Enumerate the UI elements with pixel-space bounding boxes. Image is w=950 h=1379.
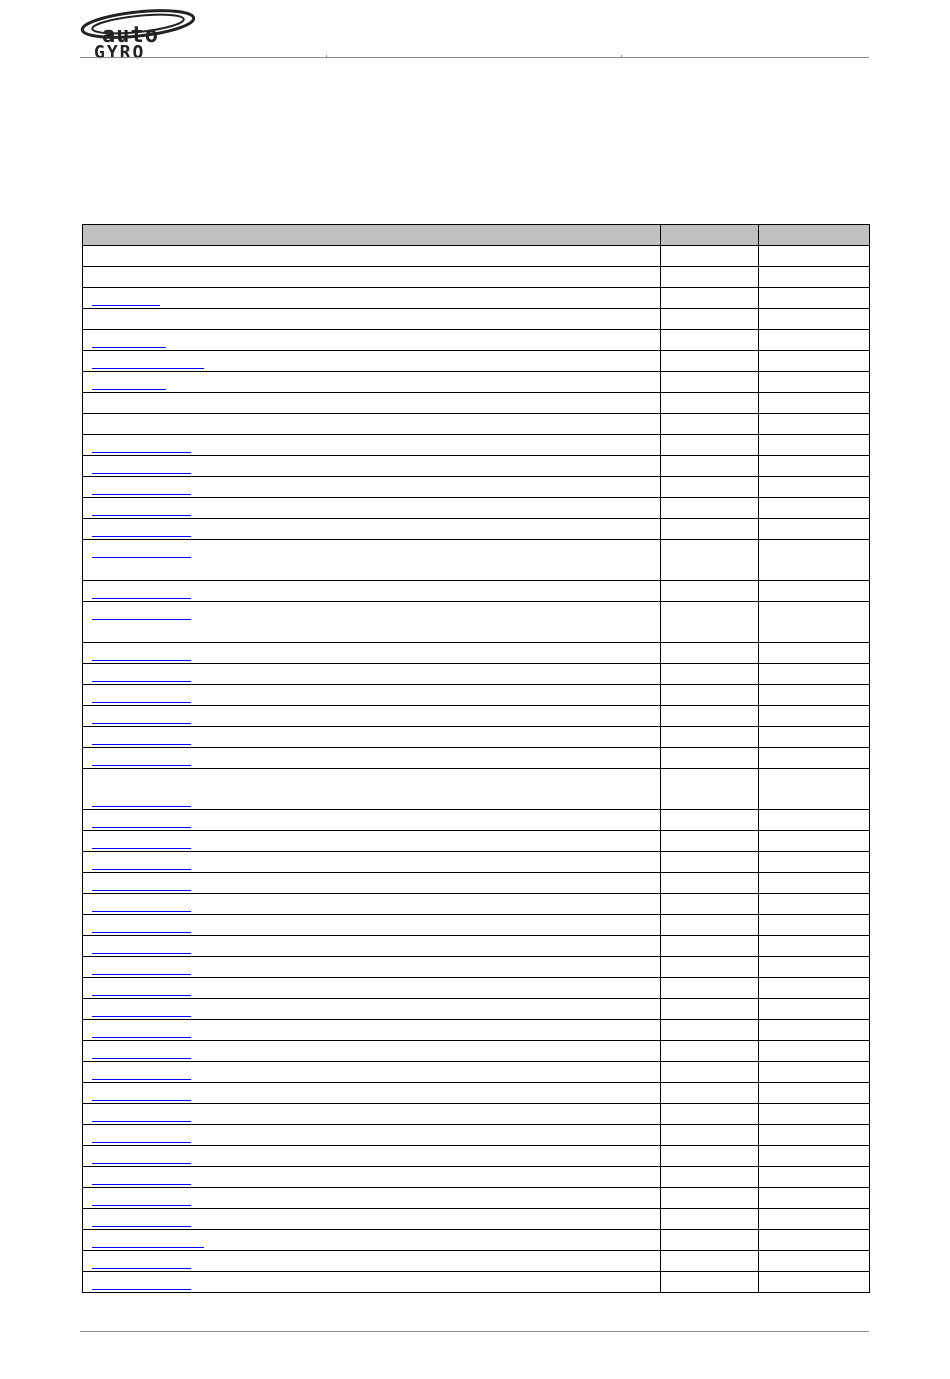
table-cell <box>661 1125 759 1146</box>
table-cell <box>661 1251 759 1272</box>
section-link[interactable] <box>92 890 191 891</box>
table-row <box>83 393 870 414</box>
table-cell <box>759 456 870 477</box>
table-cell <box>759 351 870 372</box>
table-cell <box>83 1083 661 1104</box>
table-row <box>83 288 870 309</box>
table-cell <box>83 1188 661 1209</box>
table-cell <box>83 664 661 685</box>
table-cell <box>759 936 870 957</box>
table-cell <box>661 1020 759 1041</box>
table-row <box>83 1272 870 1293</box>
table-cell <box>759 1125 870 1146</box>
table-cell <box>661 685 759 706</box>
table-cell <box>661 999 759 1020</box>
table-cell <box>83 769 661 810</box>
table-cell <box>759 706 870 727</box>
table-row <box>83 915 870 936</box>
section-link[interactable] <box>92 1289 191 1290</box>
header-tick <box>326 55 327 58</box>
table-cell <box>661 246 759 267</box>
table-cell <box>759 330 870 351</box>
table-row <box>83 351 870 372</box>
table-cell <box>759 999 870 1020</box>
table-cell <box>661 414 759 435</box>
section-link[interactable] <box>92 744 191 745</box>
section-link[interactable] <box>92 974 191 975</box>
section-link[interactable] <box>92 848 191 849</box>
section-link[interactable] <box>92 368 204 369</box>
table-row <box>83 309 870 330</box>
table-row <box>83 414 870 435</box>
section-link[interactable] <box>92 557 191 558</box>
table-cell <box>661 288 759 309</box>
table-cell <box>83 581 661 602</box>
table-cell <box>83 1041 661 1062</box>
table-row <box>83 873 870 894</box>
table-cell <box>83 915 661 936</box>
section-link[interactable] <box>92 494 191 495</box>
table-cell <box>83 1146 661 1167</box>
table-cell <box>759 978 870 999</box>
table-cell <box>661 748 759 769</box>
section-link[interactable] <box>92 702 191 703</box>
table-cell <box>661 267 759 288</box>
section-link[interactable] <box>92 515 191 516</box>
table-cell <box>661 393 759 414</box>
svg-text:auto: auto <box>102 23 159 48</box>
table-cell <box>83 309 661 330</box>
section-link[interactable] <box>92 1079 191 1080</box>
table-cell <box>83 540 661 581</box>
table-row <box>83 727 870 748</box>
table-cell <box>759 1104 870 1125</box>
column-header <box>759 225 870 246</box>
table-row <box>83 581 870 602</box>
table-cell <box>759 831 870 852</box>
table-cell <box>83 1230 661 1251</box>
table-cell <box>661 1146 759 1167</box>
table-cell <box>661 894 759 915</box>
section-link[interactable] <box>92 619 191 620</box>
table-row <box>83 1188 870 1209</box>
section-link[interactable] <box>92 389 166 390</box>
table-cell <box>83 1272 661 1293</box>
table-cell <box>661 602 759 643</box>
table-cell <box>661 581 759 602</box>
table-row <box>83 1125 870 1146</box>
table-row <box>83 852 870 873</box>
table-cell <box>759 288 870 309</box>
section-link[interactable] <box>92 473 191 474</box>
table-cell <box>83 873 661 894</box>
table-cell <box>83 330 661 351</box>
table-row <box>83 519 870 540</box>
table-cell <box>661 372 759 393</box>
section-link[interactable] <box>92 1268 191 1269</box>
table-cell <box>83 267 661 288</box>
table-row <box>83 769 870 810</box>
table-row <box>83 498 870 519</box>
table-cell <box>661 831 759 852</box>
table-cell <box>83 372 661 393</box>
table-cell <box>661 330 759 351</box>
table-cell <box>759 727 870 748</box>
table-cell <box>83 810 661 831</box>
section-link[interactable] <box>92 827 191 828</box>
section-link[interactable] <box>92 1016 191 1017</box>
section-link[interactable] <box>92 347 166 348</box>
table-row <box>83 1167 870 1188</box>
section-link[interactable] <box>92 660 191 661</box>
table-cell <box>661 1083 759 1104</box>
section-link[interactable] <box>92 806 191 807</box>
revision-table <box>82 224 870 1293</box>
table-row <box>83 1041 870 1062</box>
table-cell <box>759 1146 870 1167</box>
table-cell <box>661 915 759 936</box>
table-cell <box>83 498 661 519</box>
table-cell <box>759 414 870 435</box>
table-cell <box>661 1272 759 1293</box>
table-cell <box>661 1062 759 1083</box>
table-cell <box>661 498 759 519</box>
section-link[interactable] <box>92 953 191 954</box>
table-cell <box>661 769 759 810</box>
table-cell <box>83 643 661 664</box>
table-cell <box>759 1167 870 1188</box>
table-cell <box>759 1272 870 1293</box>
table-row <box>83 999 870 1020</box>
table-cell <box>661 664 759 685</box>
table-cell <box>661 477 759 498</box>
table-cell <box>759 267 870 288</box>
table-cell <box>759 1062 870 1083</box>
table-cell <box>759 810 870 831</box>
table-cell <box>759 581 870 602</box>
table-row <box>83 706 870 727</box>
section-link[interactable] <box>92 598 191 599</box>
section-link[interactable] <box>92 932 191 933</box>
table-cell <box>83 351 661 372</box>
header-rule <box>80 57 869 58</box>
table-cell <box>759 1209 870 1230</box>
section-link[interactable] <box>92 1163 191 1164</box>
table-cell <box>661 1104 759 1125</box>
table-row <box>83 643 870 664</box>
table-cell <box>759 873 870 894</box>
table-row <box>83 602 870 643</box>
table-row <box>83 540 870 581</box>
table-cell <box>759 915 870 936</box>
table-row <box>83 1020 870 1041</box>
table-cell <box>759 769 870 810</box>
table-row <box>83 936 870 957</box>
table-cell <box>83 1062 661 1083</box>
table-cell <box>759 1251 870 1272</box>
table-cell <box>661 936 759 957</box>
section-link[interactable] <box>92 1247 204 1248</box>
table-cell <box>83 936 661 957</box>
table-cell <box>759 957 870 978</box>
section-link[interactable] <box>92 1205 191 1206</box>
table-cell <box>759 519 870 540</box>
section-link[interactable] <box>92 1184 191 1185</box>
section-link[interactable] <box>92 1121 191 1122</box>
section-link[interactable] <box>92 911 191 912</box>
table-row <box>83 246 870 267</box>
table-cell <box>83 414 661 435</box>
table-header-row <box>83 225 870 246</box>
table-cell <box>759 748 870 769</box>
table-row <box>83 978 870 999</box>
table-cell <box>83 894 661 915</box>
table-cell <box>661 1188 759 1209</box>
section-link[interactable] <box>92 1226 191 1227</box>
table-cell <box>83 1251 661 1272</box>
table-cell <box>83 288 661 309</box>
table-row <box>83 1209 870 1230</box>
section-link[interactable] <box>92 1100 191 1101</box>
table-row <box>83 1251 870 1272</box>
table-row <box>83 435 870 456</box>
footer-rule <box>80 1331 869 1332</box>
table-cell <box>83 393 661 414</box>
table-cell <box>759 1230 870 1251</box>
table-cell <box>661 727 759 748</box>
table-cell <box>83 1020 661 1041</box>
table-cell <box>759 246 870 267</box>
table-cell <box>661 957 759 978</box>
table-cell <box>759 643 870 664</box>
table-cell <box>661 540 759 581</box>
table-cell <box>83 456 661 477</box>
table-cell <box>83 519 661 540</box>
section-link[interactable] <box>92 536 191 537</box>
header-tick <box>621 55 622 58</box>
table-cell <box>661 643 759 664</box>
table-cell <box>759 498 870 519</box>
table-cell <box>759 1020 870 1041</box>
table-row <box>83 831 870 852</box>
section-link[interactable] <box>92 995 191 996</box>
section-link[interactable] <box>92 869 191 870</box>
section-link[interactable] <box>92 452 191 453</box>
table-cell <box>661 706 759 727</box>
table-cell <box>759 477 870 498</box>
table-cell <box>759 1188 870 1209</box>
table-cell <box>83 852 661 873</box>
table-cell <box>83 1209 661 1230</box>
section-link[interactable] <box>92 1058 191 1059</box>
table-cell <box>661 873 759 894</box>
table-cell <box>83 1125 661 1146</box>
column-header <box>661 225 759 246</box>
section-link[interactable] <box>92 1037 191 1038</box>
table-row <box>83 1083 870 1104</box>
table-cell <box>83 978 661 999</box>
autogyro-logo <box>80 6 196 60</box>
table-cell <box>759 664 870 685</box>
table-cell <box>661 1041 759 1062</box>
table-cell <box>661 351 759 372</box>
table-cell <box>661 978 759 999</box>
table-row <box>83 810 870 831</box>
section-link[interactable] <box>92 305 160 306</box>
table-row <box>83 894 870 915</box>
table-cell <box>83 477 661 498</box>
svg-text:GYRO: GYRO <box>94 42 146 60</box>
section-link[interactable] <box>92 681 191 682</box>
table-cell <box>83 831 661 852</box>
table-cell <box>759 1041 870 1062</box>
table-cell <box>759 1083 870 1104</box>
table-cell <box>83 435 661 456</box>
table-cell <box>759 435 870 456</box>
table-cell <box>759 309 870 330</box>
table-row <box>83 748 870 769</box>
table-row <box>83 477 870 498</box>
section-link[interactable] <box>92 765 191 766</box>
table-cell <box>83 706 661 727</box>
table-cell <box>83 1104 661 1125</box>
table-row <box>83 957 870 978</box>
table-cell <box>759 540 870 581</box>
table-row <box>83 267 870 288</box>
table-cell <box>83 685 661 706</box>
table-cell <box>759 685 870 706</box>
table-row <box>83 456 870 477</box>
table-cell <box>661 1230 759 1251</box>
table-row <box>83 664 870 685</box>
table-cell <box>83 1167 661 1188</box>
table-cell <box>661 852 759 873</box>
table-cell <box>759 393 870 414</box>
table-row <box>83 1104 870 1125</box>
table-cell <box>83 602 661 643</box>
table-cell <box>83 957 661 978</box>
table-cell <box>759 852 870 873</box>
table-row <box>83 1230 870 1251</box>
table-cell <box>661 810 759 831</box>
table-row <box>83 330 870 351</box>
table-cell <box>759 372 870 393</box>
table-cell <box>83 748 661 769</box>
table-cell <box>661 309 759 330</box>
table-row <box>83 1062 870 1083</box>
table-cell <box>661 456 759 477</box>
table-row <box>83 685 870 706</box>
table-cell <box>661 1167 759 1188</box>
table-cell <box>759 894 870 915</box>
table-cell <box>661 519 759 540</box>
column-header <box>83 225 661 246</box>
section-link[interactable] <box>92 723 191 724</box>
table-cell <box>661 435 759 456</box>
table-cell <box>83 999 661 1020</box>
table-cell <box>661 1209 759 1230</box>
table-cell <box>83 246 661 267</box>
table-cell <box>83 727 661 748</box>
table-row <box>83 372 870 393</box>
table-cell <box>759 602 870 643</box>
section-link[interactable] <box>92 1142 191 1143</box>
table-row <box>83 1146 870 1167</box>
